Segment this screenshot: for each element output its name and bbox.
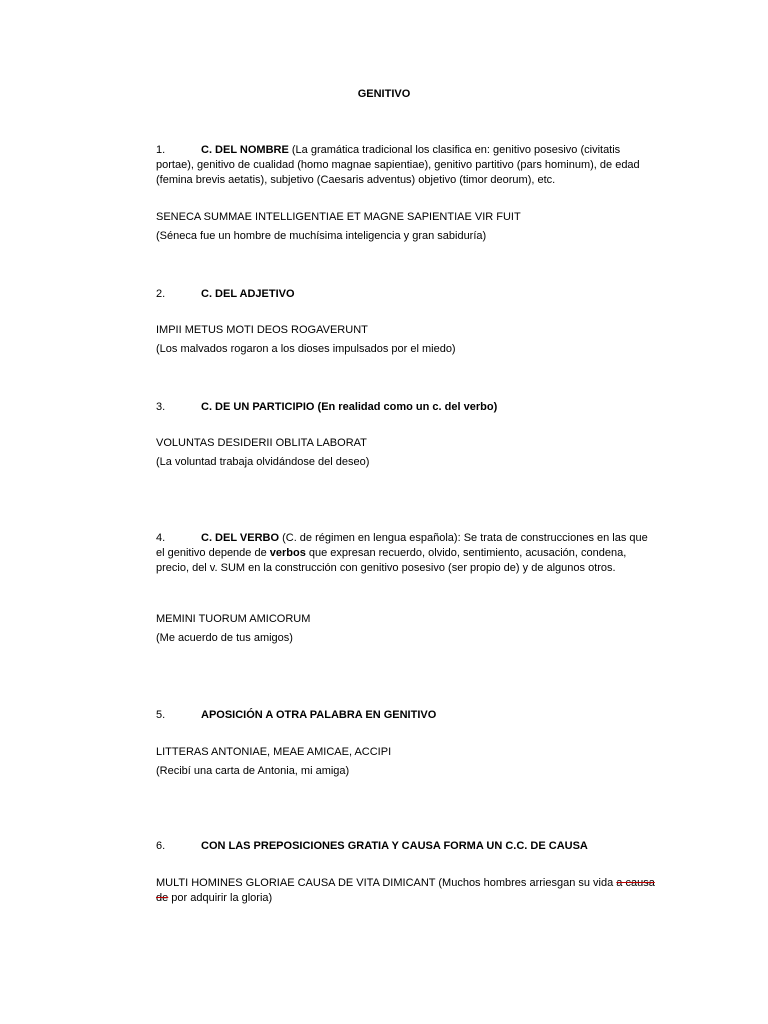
section-number: 2. xyxy=(156,288,166,300)
translation: (Los malvados rogaron a los dioses impulsados por el miedo) xyxy=(156,343,456,355)
latin-example: SENECA SUMMAE INTELLIGENTIAE ET MAGNE SAPIENTIAE VIR FUIT xyxy=(156,211,521,223)
struck-text: a causa de xyxy=(156,877,655,904)
latin-example: LITTERAS ANTONIAE, MEAE AMICAE, ACCIPI xyxy=(156,746,392,758)
section-heading: C. DEL VERBO xyxy=(201,532,280,544)
latin-example: MEMINI TUORUM AMICORUM xyxy=(156,613,311,625)
section-5-heading-line xyxy=(156,708,436,723)
document-title: GENITIVO xyxy=(357,88,411,100)
bold-word: verbos xyxy=(269,547,306,559)
section-number: 4. xyxy=(156,532,166,544)
translation: (Me acuerdo de tus amigos) xyxy=(156,632,293,644)
latin-text-b: por adquirir la gloria) xyxy=(168,892,273,904)
section-number: 1. xyxy=(156,144,166,156)
section-6-heading-line xyxy=(156,839,588,854)
section-number: 6. xyxy=(156,840,166,852)
section-1-paragraph xyxy=(156,143,656,188)
translation: (La voluntad trabaja olvidándose del deseo) xyxy=(156,456,370,468)
section-2-heading-line xyxy=(156,287,295,302)
section-number: 5. xyxy=(156,709,166,721)
section-heading: CON LAS PREPOSICIONES GRATIA Y CAUSA FORMA UN C.C. DE CAUSA xyxy=(201,840,588,852)
latin-example: VOLUNTAS DESIDERII OBLITA LABORAT xyxy=(156,437,367,449)
latin-example-with-translation xyxy=(156,876,656,906)
section-heading: C. DEL NOMBRE xyxy=(201,144,289,156)
latin-text-a: MULTI HOMINES GLORIAE CAUSA DE VITA DIMICANT (Muchos hombres arriesgan su vida xyxy=(156,877,617,889)
section-heading: C. DE UN PARTICIPIO (En realidad como un c. del verbo) xyxy=(201,401,498,413)
section-heading: C. DEL ADJETIVO xyxy=(201,288,295,300)
latin-example: IMPII METUS MOTI DEOS ROGAVERUNT xyxy=(156,324,368,336)
translation: (Recibí una carta de Antonia, mi amiga) xyxy=(156,765,350,777)
section-heading: APOSICIÓN A OTRA PALABRA EN GENITIVO xyxy=(201,709,437,721)
section-description-b: que expresan recuerdo, olvido, sentimiento, acusación, condena, precio, del v. SUM en la construcción con genitivo posesivo (ser propio de) y de algunos otros. xyxy=(156,547,627,574)
section-description-a: (C. de régimen en lengua española): Se trata de construcciones en las que el genitivo depende de xyxy=(156,532,648,559)
section-number: 3. xyxy=(156,401,166,413)
section-3-heading-line xyxy=(156,400,497,415)
translation: (Séneca fue un hombre de muchísima inteligencia y gran sabiduría) xyxy=(156,230,487,242)
section-4-paragraph xyxy=(156,531,656,576)
section-description: (La gramática tradicional los clasifica en: genitivo posesivo (civitatis portae), genitivo de cualidad (homo magnae sapientiae), genitivo partitivo (pars hominum), de edad (femina brevis aetatis), subjetivo (Caesaris adventus) objetivo (timor deorum), etc. xyxy=(156,144,640,186)
